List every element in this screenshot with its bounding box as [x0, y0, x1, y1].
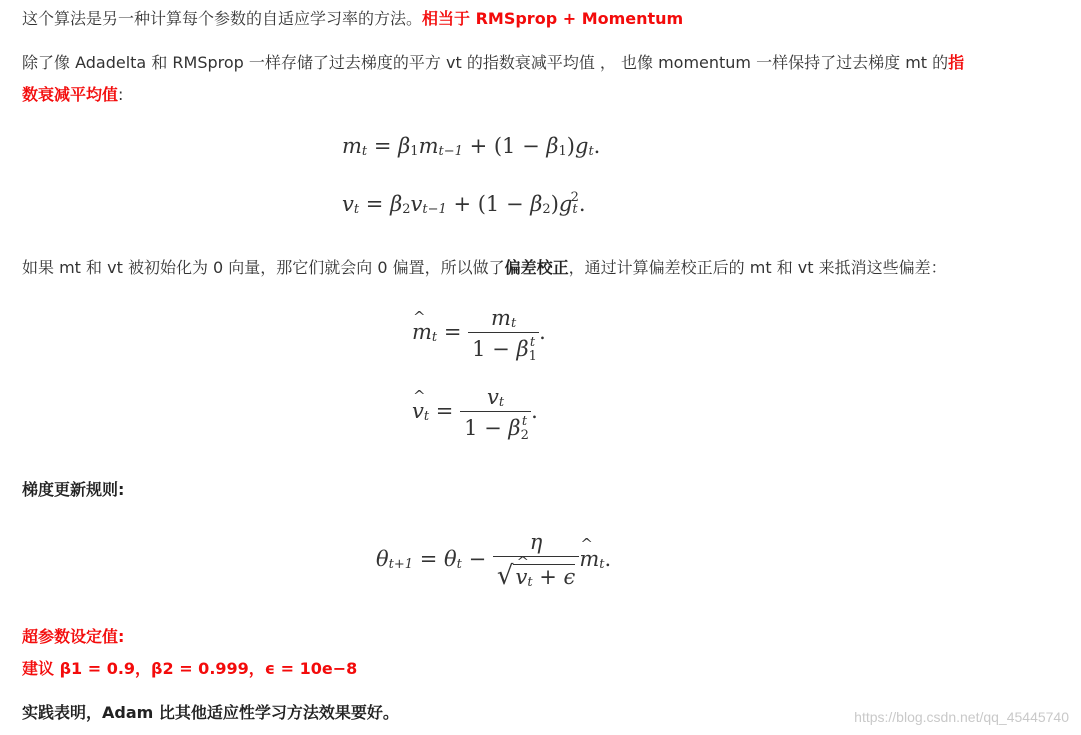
moment-description-red2: 数衰减平均值 — [22, 85, 119, 104]
equation-theta-update: $\theta_{t+1} = \theta_t$ − $\frac{\eta}{√\^{} v_t + \epsilon}$ ^ $m_t$. — [376, 530, 611, 591]
equation-mhat: ^ $m_t$ = $\frac{m_t}{1 - \beta_1^t}$ . — [412, 306, 546, 361]
equation-vhat: ^ $v_t$ = $\frac{v_t}{1 - \beta_2^t}$ . — [412, 385, 538, 440]
intro-text: 这个算法是另一种计算每个参数的自适应学习率的方法。 — [22, 9, 423, 28]
equation-vt: $v_t = \beta_2v_{t-1} + (1 - \beta_2)g_t^2$. — [342, 190, 586, 217]
hyperparams-label: 超参数设定值: — [22, 627, 125, 646]
moment-description-colon: : — [118, 85, 124, 104]
bias-correction-text2: ，通过计算偏差校正后的 mt 和 vt 来抵消这些偏差： — [568, 258, 947, 277]
bias-correction-bold: 偏差校正 — [504, 258, 569, 277]
hyperparams-values: 建议 β1 = 0.9，β2 = 0.999，ϵ = 10e−8 — [22, 659, 358, 678]
moment-description-line1: 除了像 Adadelta 和 RMSprop 一样存储了过去梯度的平方 vt 的指数衰减平均值 ， 也像 momentum 一样保持了过去梯度 mt 的 — [22, 53, 949, 72]
bias-correction-paragraph — [22, 253, 947, 283]
bias-correction-text1: 如果 mt 和 vt 被初始化为 0 向量，那它们就会向 0 偏置，所以做了 — [22, 258, 505, 277]
csdn-watermark: https://blog.csdn.net/qq_45445740 — [854, 709, 1069, 725]
intro-paragraph — [22, 4, 683, 34]
moment-description-cont — [22, 80, 123, 110]
moment-description — [22, 48, 964, 78]
intro-highlight: 相当于 RMSprop + Momentum — [422, 9, 684, 28]
conclusion: 实践表明，Adam 比其他适应性学习方法效果要好。 — [22, 703, 399, 722]
update-rule-label: 梯度更新规则: — [22, 480, 125, 499]
moment-description-red1: 指 — [948, 53, 965, 72]
equation-mt: $m_t = \beta_1m_{t-1} + (1 - \beta_1)g_t$. — [342, 134, 601, 159]
